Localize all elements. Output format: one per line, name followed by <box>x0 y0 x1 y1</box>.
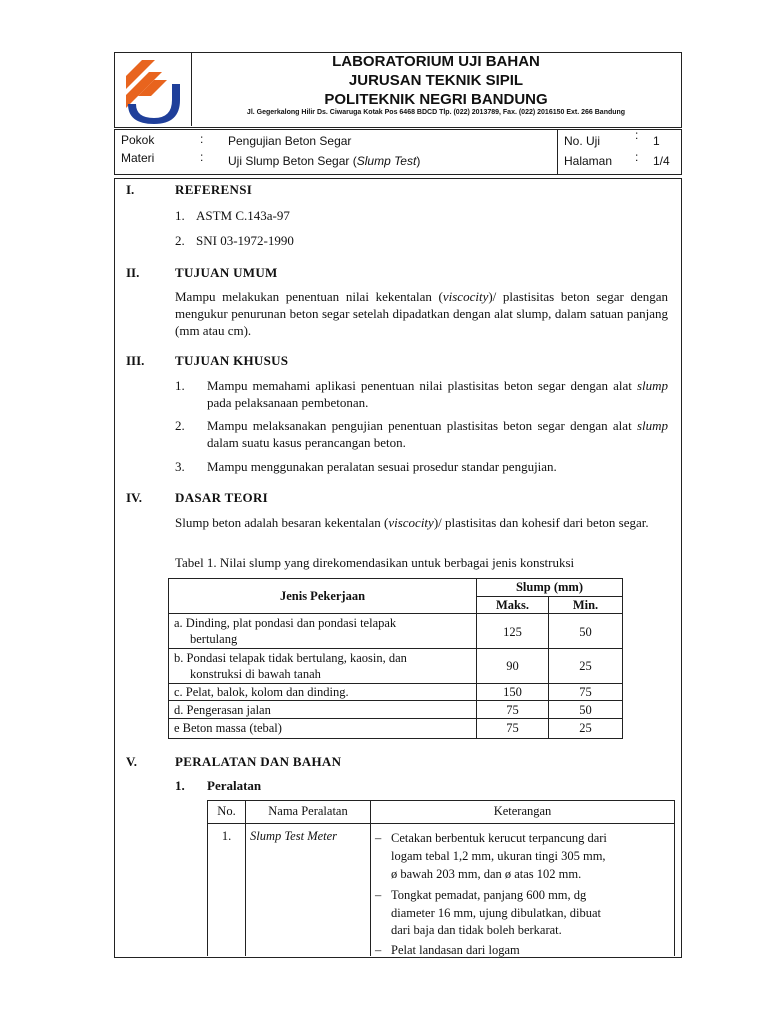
equipment-row-1-no: 1. <box>221 829 232 843</box>
note-1-bullet: – <box>375 831 382 845</box>
institution-title: POLITEKNIK NEGRI BANDUNG <box>324 91 548 108</box>
row-d-min: 50 <box>579 703 592 717</box>
reference-1-number: 1. <box>175 208 185 223</box>
table-line <box>207 823 675 824</box>
row-c-max: 150 <box>503 685 522 699</box>
row-e-max: 75 <box>506 721 519 735</box>
section-2-title: TUJUAN UMUM <box>175 265 278 280</box>
theory-paragraph: Slump beton adalah besaran kekentalan (viscocity)/ plastisitas dan kohesif dari beton segar. <box>175 515 649 530</box>
section-2-number: II. <box>126 265 140 280</box>
objective-3-text: Mampu menggunakan peralatan sesuai prosedur standar pengujian. <box>207 459 557 474</box>
materi-colon: : <box>200 150 204 164</box>
pokok-colon: : <box>200 132 204 146</box>
note-2-bullet: – <box>375 888 382 902</box>
objective-1-text: Mampu memahami aplikasi penentuan nilai plastisitas beton segar dengan alat slump pada pelaksanaan pembetonan. <box>207 378 668 410</box>
section-4-title: DASAR TEORI <box>175 490 268 505</box>
objective-2-number: 2. <box>175 418 185 433</box>
objective-2-text: Mampu melaksanakan pengujian penentuan plastisitas beton segar dengan alat slump dalam suatu kasus perancangan beton. <box>207 418 668 450</box>
table-line <box>168 718 623 719</box>
note-1-line-2: logam tebal 1,2 mm, ukuran tingi 305 mm, <box>391 849 606 863</box>
col-header-equipment-name: Nama Peralatan <box>268 804 348 818</box>
row-d-job: d. Pengerasan jalan <box>174 703 271 717</box>
subsection-1-title: Peralatan <box>207 778 262 793</box>
row-b-max: 90 <box>506 659 519 673</box>
note-1-line-3: ø bawah 203 mm, dan ø atas 102 mm. <box>391 867 582 881</box>
section-1-number: I. <box>126 182 135 197</box>
row-a-job: a. Dinding, plat pondasi dan pondasi telapak <box>174 616 397 630</box>
materi-label: Materi <box>121 151 155 165</box>
materi-value: Uji Slump Beton Segar (Slump Test) <box>228 154 421 168</box>
note-2-line-2: diameter 16 mm, ujung dibulatkan, dibuat <box>391 906 602 920</box>
halaman-value: 1/4 <box>653 154 670 168</box>
row-c-min: 75 <box>579 685 592 699</box>
logo-cell <box>114 52 192 126</box>
meta-divider <box>557 129 558 175</box>
reference-1-text: ASTM C.143a-97 <box>196 208 290 223</box>
section-4-number: IV. <box>126 490 143 505</box>
no-uji-value: 1 <box>653 134 660 148</box>
pokok-value: Pengujian Beton Segar <box>228 134 352 148</box>
row-a-job-cont: bertulang <box>190 632 238 646</box>
table-line <box>168 700 623 701</box>
no-uji-colon: : <box>635 128 639 142</box>
department-title: JURUSAN TEKNIK SIPIL <box>348 72 524 89</box>
note-2-line-1: Tongkat pemadat, panjang 600 mm, dg <box>391 888 587 902</box>
general-objective-paragraph: Mampu melakukan penentuan nilai kekentalan (viscocity)/ plastisitas beton segar dengan mengukur penurunan beton segar setelah dipadatkan dengan alat slump, dalam satuan panjang (mm atau cm). <box>175 289 668 338</box>
section-1-title: REFERENSI <box>175 182 253 197</box>
slump-table-caption: Tabel 1. Nilai slump yang direkomendasikan untuk berbagai jenis konstruksi <box>175 555 575 570</box>
table-line <box>674 800 675 956</box>
row-b-job: b. Pondasi telapak tidak bertulang, kaosin, dan <box>174 651 407 665</box>
pokok-label: Pokok <box>121 133 155 147</box>
institution-address: Jl. Gegerkalong Hilir Ds. Ciwaruga Kotak Pos 6468 BDCD Tlp. (022) 2013789, Fax. (022) 2016150 Ext. 266 Bandung <box>246 109 626 116</box>
table-line <box>168 578 623 579</box>
row-e-job: e Beton massa (tebal) <box>174 721 282 735</box>
table-line <box>168 738 623 739</box>
col-header-max: Maks. <box>496 598 529 612</box>
table-line <box>207 800 675 801</box>
objective-1-number: 1. <box>175 378 185 393</box>
polban-logo <box>114 52 191 126</box>
table-line <box>370 800 371 956</box>
table-line <box>207 800 208 956</box>
table-line <box>168 683 623 684</box>
note-2-line-3: dari baja dan tidak boleh berkarat. <box>391 923 562 937</box>
halaman-label: Halaman <box>564 154 613 168</box>
table-line <box>168 648 623 649</box>
section-5-number: V. <box>126 754 137 769</box>
row-c-job: c. Pelat, balok, kolom dan dinding. <box>174 685 349 699</box>
col-header-min: Min. <box>572 598 599 612</box>
equipment-row-1-name: Slump Test Meter <box>250 829 338 843</box>
halaman-colon: : <box>635 150 639 164</box>
row-e-min: 25 <box>579 721 592 735</box>
objective-3-number: 3. <box>175 459 185 474</box>
logo-orange-stripes <box>126 60 167 108</box>
subsection-1-number: 1. <box>175 778 185 793</box>
row-a-max: 125 <box>503 625 522 639</box>
col-header-slump: Slump (mm) <box>515 580 584 594</box>
row-a-min: 50 <box>579 625 592 639</box>
section-5-title: PERALATAN DAN BAHAN <box>175 754 342 769</box>
table-line <box>476 596 623 597</box>
lab-title: LABORATORIUM UJI BAHAN <box>332 53 540 70</box>
no-uji-label: No. Uji <box>564 134 601 148</box>
col-header-no: No. <box>217 804 236 818</box>
reference-2-text: SNI 03-1972-1990 <box>196 233 294 248</box>
section-3-title: TUJUAN KHUSUS <box>175 353 289 368</box>
note-3-line-1: Pelat landasan dari logam <box>391 943 520 957</box>
row-b-job-cont: konstruksi di bawah tanah <box>190 667 321 681</box>
note-3-bullet: – <box>375 943 382 957</box>
section-3-number: III. <box>126 353 145 368</box>
col-header-description: Keterangan <box>493 804 552 818</box>
reference-2-number: 2. <box>175 233 185 248</box>
row-b-min: 25 <box>579 659 592 673</box>
table-line <box>245 800 246 956</box>
col-header-job: Jenis Pekerjaan <box>279 589 366 603</box>
note-1-line-1: Cetakan berbentuk kerucut terpancung dari <box>391 831 607 845</box>
table-line <box>168 613 623 614</box>
table-line <box>622 578 623 739</box>
row-d-max: 75 <box>506 703 519 717</box>
